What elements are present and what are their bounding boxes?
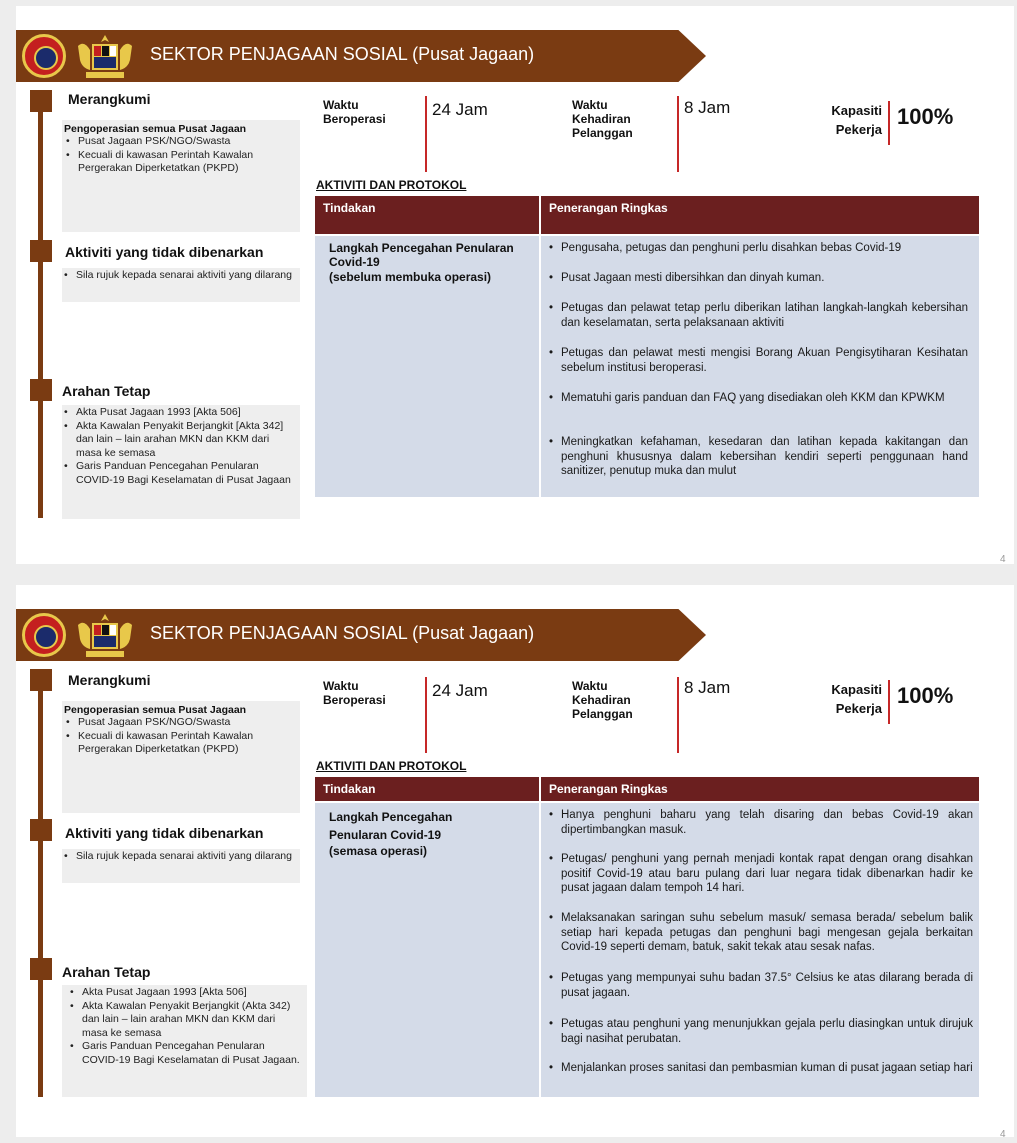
operation-label: Waktu Beroperasi	[323, 98, 386, 126]
page-number: 4	[1000, 1129, 1006, 1140]
prohibited-box	[62, 268, 300, 302]
description-item: • Petugas yang mempunyai suhu badan 37.5° Celsius ke atas dilarang berada di pusat jagaan.	[546, 971, 973, 1000]
prohibited-item: • Sila rujuk kepada senarai aktiviti yang dilarang	[62, 850, 300, 864]
summary-box	[62, 701, 300, 813]
attendance-label: Waktu Kehadiran Pelanggan	[572, 98, 633, 140]
standing-heading: Arahan Tetap	[62, 964, 151, 980]
summary-item: • Pusat Jagaan PSK/NGO/Swasta	[64, 716, 300, 730]
summary-label: Pengoperasian semua Pusat Jagaan	[64, 704, 247, 716]
summary-label: Pengoperasian semua Pusat Jagaan	[64, 123, 247, 135]
summary-item: • Pusat Jagaan PSK/NGO/Swasta	[64, 135, 300, 149]
metric-divider	[888, 101, 890, 145]
action-note: (semasa operasi)	[329, 844, 428, 858]
title-banner	[16, 609, 706, 661]
section-marker	[30, 669, 52, 691]
metric-divider	[677, 96, 679, 172]
capacity-label: Kapasiti Pekerja	[831, 682, 882, 716]
standing-item: • Akta Pusat Jagaan 1993 [Akta 506]	[62, 406, 294, 420]
summary-heading: Merangkumi	[68, 91, 151, 107]
slide-2	[16, 585, 1014, 1140]
attendance-label: Waktu Kehadiran Pelanggan	[572, 679, 633, 721]
activities-heading: AKTIVITI DAN PROTOKOL	[316, 759, 467, 773]
capacity-value: 100%	[897, 104, 954, 129]
standing-heading: Arahan Tetap	[62, 383, 151, 399]
capacity-value: 100%	[897, 683, 954, 708]
section-marker	[30, 379, 52, 401]
description-item: • Menjalankan proses sanitasi dan pembasmian kuman di pusat jagaan setiap hari	[546, 1061, 973, 1076]
attendance-value: 8 Jam	[684, 678, 731, 697]
activities-heading: AKTIVITI DAN PROTOKOL	[316, 178, 467, 192]
section-marker	[30, 958, 52, 980]
description-item: • Petugas dan pelawat tetap perlu diberikan latihan langkah-langkah kebersihan dan keselamatan, serta pelaksanaan aktiviti	[546, 301, 968, 330]
operation-label: Waktu Beroperasi	[323, 679, 386, 707]
description-item: • Hanya penghuni baharu yang telah disaring dan bebas Covid-19 akan dipertimbangkan masuk.	[546, 808, 973, 837]
prohibited-box	[62, 849, 300, 883]
header-action: Tindakan	[315, 777, 539, 801]
metric-divider	[888, 680, 890, 724]
description-item: • Petugas atau penghuni yang menunjukkan gejala perlu diasingkan untuk dirujuk bagi nasihat perubatan.	[546, 1017, 973, 1046]
metric-divider	[425, 96, 427, 172]
timeline-bar	[38, 671, 43, 1097]
nsc-seal-logo	[22, 34, 66, 78]
description-item: • Pusat Jagaan mesti dibersihkan dan dinyah kuman.	[546, 271, 968, 286]
operation-value: 24 Jam	[432, 681, 488, 700]
description-item: • Petugas dan pelawat mesti mengisi Borang Akuan Pengisytiharan Kesihatan sebelum institusi beroperasi.	[546, 346, 968, 375]
section-marker	[30, 240, 52, 262]
metric-divider	[425, 677, 427, 753]
standing-item: • Akta Pusat Jagaan 1993 [Akta 506]	[68, 986, 301, 1000]
prohibited-item: • Sila rujuk kepada senarai aktiviti yang dilarang	[62, 269, 300, 283]
header-description: Penerangan Ringkas	[541, 196, 979, 234]
slide-title: SEKTOR PENJAGAAN SOSIAL (Pusat Jagaan)	[150, 623, 535, 643]
summary-item: • Kecuali di kawasan Perintah Kawalan Pergerakan Diperketatkan (PKPD)	[64, 149, 300, 176]
attendance-value: 8 Jam	[684, 98, 731, 117]
coat-of-arms-logo	[74, 32, 136, 80]
summary-heading: Merangkumi	[68, 672, 151, 688]
standing-item: • Garis Panduan Pencegahan Penularan COVID-19 Bagi Keselamatan di Pusat Jagaan	[62, 460, 294, 487]
summary-box	[62, 120, 300, 232]
action-note: (sebelum membuka operasi)	[329, 270, 492, 284]
section-marker	[30, 819, 52, 841]
capacity-label: Kapasiti Pekerja	[831, 103, 882, 137]
action-title: Langkah Pencegahan Penularan Covid-19	[329, 810, 453, 842]
standing-item: • Akta Kawalan Penyakit Berjangkit (Akta 342) dan lain – lain arahan MKN dan KKM dari masa ke semasa	[68, 1000, 301, 1041]
standing-box	[62, 405, 300, 519]
prohibited-heading: Aktiviti yang tidak dibenarkan	[65, 825, 264, 841]
description-item: • Pengusaha, petugas dan penghuni perlu disahkan bebas Covid-19	[546, 241, 968, 256]
header-action: Tindakan	[315, 196, 539, 234]
description-item: • Meningkatkan kefahaman, kesedaran dan latihan kepada kakitangan dan penghuni khususnya dalam kebersihan kendiri seperti penggunaan hand sanitizer, penutup muka dan mulut	[546, 435, 968, 479]
standing-item: • Garis Panduan Pencegahan Penularan COVID-19 Bagi Keselamatan di Pusat Jagaan.	[68, 1040, 301, 1067]
section-marker	[30, 90, 52, 112]
prohibited-heading: Aktiviti yang tidak dibenarkan	[65, 244, 264, 260]
summary-item: • Kecuali di kawasan Perintah Kawalan Pergerakan Diperketatkan (PKPD)	[64, 730, 300, 757]
standing-box	[62, 985, 307, 1097]
slide-1	[16, 6, 1014, 564]
description-item: • Mematuhi garis panduan dan FAQ yang disediakan oleh KKM dan KPWKM	[546, 391, 968, 406]
nsc-seal-logo	[22, 613, 66, 657]
slide-title: SEKTOR PENJAGAAN SOSIAL (Pusat Jagaan)	[150, 44, 535, 64]
title-banner	[16, 30, 706, 82]
description-item: • Petugas/ penghuni yang pernah menjadi kontak rapat dengan orang disahkan positif Covid-19 atau baru pulang dari luar negara tidak dibenarkan hadir ke pusat jagaan dalam tempoh 14 hari.	[546, 852, 973, 896]
metric-divider	[677, 677, 679, 753]
timeline-bar	[38, 92, 43, 518]
standing-item: • Akta Kawalan Penyakit Berjangkit [Akta 342] dan lain – lain arahan MKN dan KKM dari masa ke semasa	[62, 420, 294, 461]
header-description: Penerangan Ringkas	[541, 777, 979, 801]
operation-value: 24 Jam	[432, 100, 488, 119]
coat-of-arms-logo	[74, 611, 136, 659]
page-number: 4	[1000, 554, 1006, 565]
action-title: Langkah Pencegahan Penularan Covid-19	[329, 241, 514, 269]
description-item: • Melaksanakan saringan suhu sebelum masuk/ semasa berada/ sebelum balik setiap hari kepada petugas dan penghuni bagi mengesan gejala berkaitan Covid-19 seperti demam, batuk, sakit tekak atau sesak nafas.	[546, 911, 973, 955]
